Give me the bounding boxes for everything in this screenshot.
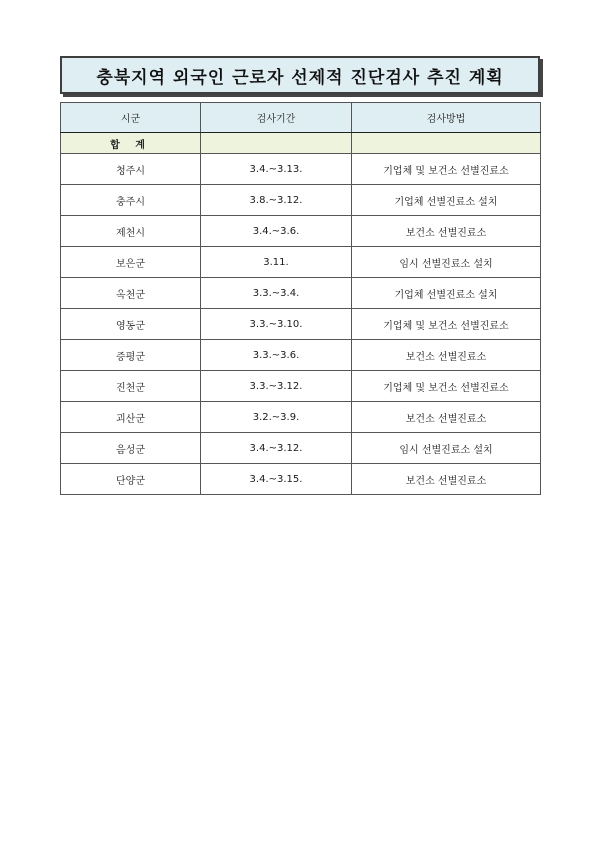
cell-city: 제천시 [61, 216, 201, 247]
table-row [61, 433, 541, 464]
cell-period: 3.4.~3.15. [201, 464, 352, 495]
cell-method: 기업체 및 보건소 선별진료소 [352, 309, 541, 340]
cell-period: 3.3.~3.4. [201, 278, 352, 309]
cell-city: 증평군 [61, 340, 201, 371]
table-row [61, 340, 541, 371]
table-row [61, 402, 541, 433]
page-title: 충북지역 외국인 근로자 선제적 진단검사 추진 계획 [96, 67, 504, 88]
table-row [61, 185, 541, 216]
cell-method: 보건소 선별진료소 [352, 402, 541, 433]
table-row [61, 154, 541, 185]
cell-city: 괴산군 [61, 402, 201, 433]
cell-period: 3.4.~3.6. [201, 216, 352, 247]
cell-city: 충주시 [61, 185, 201, 216]
total-row [61, 133, 541, 154]
cell-period: 3.4.~3.12. [201, 433, 352, 464]
plan-table [60, 102, 541, 495]
cell-method: 기업체 선별진료소 설치 [352, 185, 541, 216]
cell-method: 보건소 선별진료소 [352, 216, 541, 247]
table-row [61, 247, 541, 278]
cell-period: 3.3.~3.10. [201, 309, 352, 340]
cell-city: 영동군 [61, 309, 201, 340]
cell-city: 청주시 [61, 154, 201, 185]
cell-period: 3.4.~3.13. [201, 154, 352, 185]
cell-period: 3.11. [201, 247, 352, 278]
table-row [61, 278, 541, 309]
total-period [201, 133, 352, 154]
cell-period: 3.2.~3.9. [201, 402, 352, 433]
table-row [61, 309, 541, 340]
cell-period: 3.3.~3.6. [201, 340, 352, 371]
cell-method: 보건소 선별진료소 [352, 464, 541, 495]
cell-city: 단양군 [61, 464, 201, 495]
cell-method: 임시 선별진료소 설치 [352, 247, 541, 278]
cell-city: 보은군 [61, 247, 201, 278]
total-label: 합 계 [61, 133, 201, 154]
cell-method: 보건소 선별진료소 [352, 340, 541, 371]
cell-method: 기업체 선별진료소 설치 [352, 278, 541, 309]
header-method: 검사방법 [352, 103, 541, 133]
cell-method: 기업체 및 보건소 선별진료소 [352, 371, 541, 402]
table-header-row [61, 103, 541, 133]
table-row [61, 464, 541, 495]
cell-method: 임시 선별진료소 설치 [352, 433, 541, 464]
cell-city: 옥천군 [61, 278, 201, 309]
cell-city: 음성군 [61, 433, 201, 464]
table-row [61, 216, 541, 247]
cell-city: 진천군 [61, 371, 201, 402]
cell-period: 3.3.~3.12. [201, 371, 352, 402]
cell-method: 기업체 및 보건소 선별진료소 [352, 154, 541, 185]
header-city: 시군 [61, 103, 201, 133]
cell-period: 3.8.~3.12. [201, 185, 352, 216]
header-period: 검사기간 [201, 103, 352, 133]
table-row [61, 371, 541, 402]
total-method [352, 133, 541, 154]
title-box [60, 56, 540, 94]
